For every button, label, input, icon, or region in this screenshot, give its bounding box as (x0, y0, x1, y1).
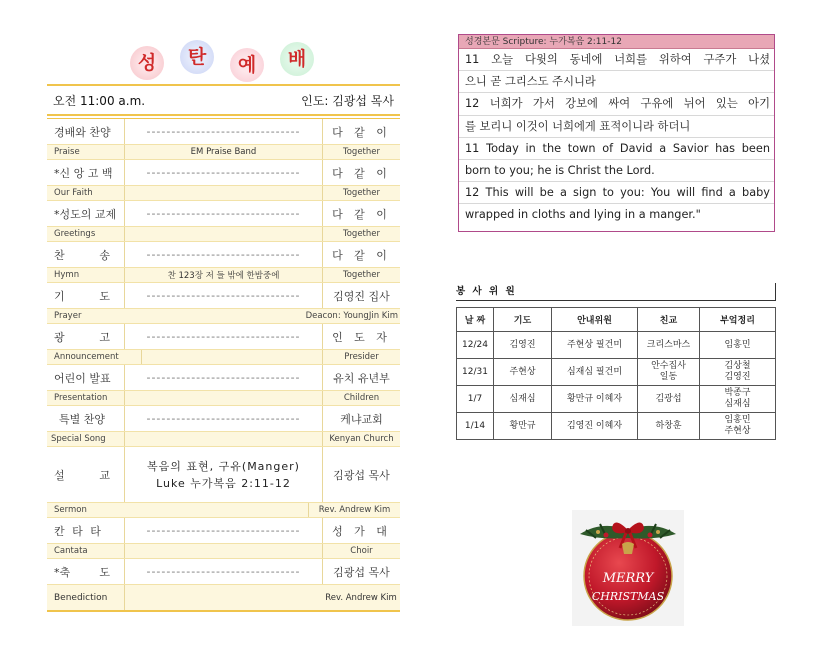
item-en: Benediction (47, 585, 125, 610)
dash-line: ------------------------------- (146, 565, 301, 578)
volunteers-table (456, 307, 776, 440)
volunteers-cell: 김영진 (494, 332, 552, 359)
item-kr-a: 설 (54, 468, 65, 482)
volunteers-cell: 심재심 (494, 386, 552, 413)
item-kr-person: 김광섭 목사 (322, 559, 400, 584)
scripture-line: born to you; he is Christ the Lord. (459, 160, 774, 182)
scripture-line: 12 This will be a sign to you: You will find a baby (459, 182, 774, 204)
worship-row-benediction (47, 559, 400, 584)
scripture-line: wrapped in cloths and lying in a manger." (465, 208, 701, 222)
volunteers-cell: 김영진 이혜자 (552, 413, 638, 440)
item-en-person: Rev. Andrew Kim (325, 592, 397, 603)
volunteers-cell: 심재심 필건미 (552, 359, 638, 386)
item-kr (47, 283, 125, 308)
volunteers-cell: 황만규 (494, 413, 552, 440)
volunteers-row (457, 386, 776, 413)
item-kr: 어린이 발표 (47, 365, 125, 390)
item-en-person: Together (322, 227, 400, 241)
volunteers-cell: 안수집사 일동 (638, 359, 700, 386)
volunteers-cell: 12/31 (457, 359, 494, 386)
item-kr-b: 도 (99, 289, 110, 303)
volunteers-body (457, 332, 776, 440)
item-kr-b: 고 (99, 330, 110, 344)
item-kr-person: 김광섭 목사 (322, 447, 400, 502)
item-en: Prayer (54, 311, 82, 321)
volunteers-cell: 임홍민 주현상 (700, 413, 776, 440)
item-kr: 특별 찬양 (47, 406, 125, 431)
item-kr-person: 다 같 이 (322, 242, 400, 267)
volunteers-title: 봉 사 위 원 (456, 283, 776, 301)
item-kr-a: 광 (54, 330, 65, 344)
item-en-person: Together (322, 268, 400, 282)
worship-row-cantata (47, 518, 400, 543)
worship-bottom-rule (47, 610, 400, 612)
dash-line: ------------------------------- (146, 125, 301, 138)
item-en: Sermon (54, 505, 87, 515)
col-fellowship: 친교 (638, 308, 700, 332)
scripture-line: 으니 곧 그리스도 주시니라 (459, 71, 774, 93)
item-en-detail: 찬 123장 저 들 밖에 한밤중에 (167, 271, 280, 281)
sermon-title-line2: Luke 누가복음 2:11-12 (156, 476, 291, 490)
item-kr-a: *축 (54, 565, 71, 579)
worship-row-hymn-en (47, 267, 400, 283)
item-kr-person: 다 같 이 (322, 119, 400, 144)
volunteers-cell: 김상철 김영진 (700, 359, 776, 386)
service-time: 오전 11:00 a.m. (53, 93, 146, 108)
service-leader: 인도: 김광섭 목사 (301, 93, 394, 108)
scripture-header: 성경본문 Scripture: 누가복음 2:11-12 (459, 35, 774, 49)
volunteers-cell: 임홍민 (700, 332, 776, 359)
scripture-line: 를 보리니 이것이 너희에게 표적이니라 하더니 (459, 116, 774, 138)
item-kr-b: 도 (99, 565, 110, 579)
title-char-2: 탄 (187, 46, 207, 68)
dash-line: ------------------------------- (146, 207, 301, 220)
item-en: Presentation (47, 391, 125, 405)
worship-row-prayer (47, 283, 400, 308)
sermon-title (125, 458, 322, 492)
volunteers-cell: 하창훈 (638, 413, 700, 440)
worship-row-greetings-en (47, 226, 400, 242)
item-kr-person: 유치 유년부 (322, 365, 400, 390)
volunteers-cell: 12/24 (457, 332, 494, 359)
item-kr-person: 다 같 이 (322, 160, 400, 185)
item-en-person: Children (322, 391, 400, 405)
volunteers-row (457, 413, 776, 440)
volunteers-cell: 1/14 (457, 413, 494, 440)
worship-row-prayer-en (47, 308, 400, 324)
item-kr: *성도의 교제 (47, 201, 125, 226)
item-en: Our Faith (47, 186, 125, 200)
item-en-detail: EM Praise Band (190, 147, 257, 157)
ornament-text-christmas: CHRISTMAS (591, 590, 665, 603)
worship-row-praise (47, 119, 400, 144)
item-kr (47, 447, 125, 502)
item-en-person: Presider (322, 350, 400, 364)
item-kr (47, 242, 125, 267)
worship-row-sermon-en (47, 502, 400, 518)
item-en-person: Together (322, 186, 400, 200)
worship-row-cantata-en (47, 543, 400, 559)
bell-icon (622, 542, 634, 554)
item-en-person: Rev. Andrew Kim (308, 503, 400, 517)
merry-christmas-ornament (572, 510, 684, 626)
worship-header (47, 86, 400, 114)
scripture-line: 11 Today in the town of David a Savior has been (459, 138, 774, 160)
worship-row-faith (47, 160, 400, 185)
volunteers-cell: 박종구 심재심 (700, 386, 776, 413)
item-en: Praise (47, 145, 125, 159)
item-kr: *신 앙 고 백 (47, 160, 125, 185)
worship-row-presentation-en (47, 390, 400, 406)
item-kr-person: 다 같 이 (322, 201, 400, 226)
worship-row-faith-en (47, 185, 400, 201)
item-en-person: Choir (322, 544, 400, 558)
scripture-line: 12 너희가 가서 강보에 싸여 구유에 뉘어 있는 아기 (459, 93, 774, 115)
item-kr-a: 기 (54, 289, 65, 303)
col-date: 날 짜 (457, 308, 494, 332)
item-kr-b: 송 (99, 248, 110, 262)
item-en: Greetings (47, 227, 125, 241)
volunteers-header-row (457, 308, 776, 332)
worship-row-hymn (47, 242, 400, 267)
volunteers-cell: 주현상 (494, 359, 552, 386)
ornament-graphic (572, 510, 684, 626)
item-en: Announcement (47, 350, 142, 364)
dash-line: ------------------------------- (146, 412, 301, 425)
volunteers-cell: 김광섭 (638, 386, 700, 413)
dash-line: ------------------------------- (146, 166, 301, 179)
volunteers-cell: 크리스마스 (638, 332, 700, 359)
item-en: Special Song (47, 432, 125, 446)
item-kr-b: 교 (99, 468, 110, 482)
dash-line: ------------------------------- (146, 330, 301, 343)
worship-row-special-song-en (47, 431, 400, 447)
order-of-worship (47, 84, 400, 612)
worship-row-greetings (47, 201, 400, 226)
title-char-1: 성 (137, 52, 157, 74)
item-kr-a: 찬 (54, 248, 65, 262)
item-kr: 경배와 찬양 (47, 119, 125, 144)
title-char-4: 배 (287, 48, 307, 70)
item-kr-person: 성 가 대 (322, 518, 400, 543)
item-kr (47, 324, 125, 349)
worship-row-benediction-en (47, 584, 400, 610)
item-en-person: Kenyan Church (322, 432, 400, 446)
volunteers-cell: 황만규 이혜자 (552, 386, 638, 413)
item-kr-person: 케냐교회 (322, 406, 400, 431)
col-prayer: 기도 (494, 308, 552, 332)
volunteers-row (457, 359, 776, 386)
dash-line: ------------------------------- (146, 371, 301, 384)
service-title (130, 40, 330, 80)
dash-line: ------------------------------- (146, 289, 301, 302)
worship-row-announcement (47, 324, 400, 349)
item-en: Cantata (47, 544, 125, 558)
title-char-3: 예 (237, 54, 257, 76)
scripture-box (458, 34, 775, 232)
dash-line: ------------------------------- (146, 524, 301, 537)
volunteers-cell: 1/7 (457, 386, 494, 413)
worship-row-praise-en (47, 144, 400, 160)
col-usher: 안내위원 (552, 308, 638, 332)
worship-row-presentation (47, 365, 400, 390)
header-bottom-rule (47, 114, 400, 116)
volunteers-cell: 주현상 필건미 (552, 332, 638, 359)
worship-row-special-song (47, 406, 400, 431)
worship-row-announcement-en (47, 349, 400, 365)
item-en-person: Together (322, 145, 400, 159)
volunteers-row (457, 332, 776, 359)
item-en: Hymn (47, 268, 125, 282)
sermon-title-line1: 복음의 표현, 구유(Manger) (147, 459, 300, 473)
worship-row-sermon (47, 447, 400, 502)
dash-line: ------------------------------- (146, 248, 301, 261)
item-kr-person: 김영진 집사 (322, 283, 400, 308)
item-kr: 칸 타 타 (47, 518, 125, 543)
item-kr (47, 559, 125, 584)
scripture-line: 11 오늘 다윗의 동네에 너희를 위하여 구주가 나셨 (459, 49, 774, 71)
item-kr-person: 인 도 자 (322, 324, 400, 349)
item-en-person: Deacon: YoungJin Kim (305, 311, 398, 321)
ornament-text-merry: MERRY (602, 571, 654, 586)
col-kitchen: 부엌정리 (700, 308, 776, 332)
